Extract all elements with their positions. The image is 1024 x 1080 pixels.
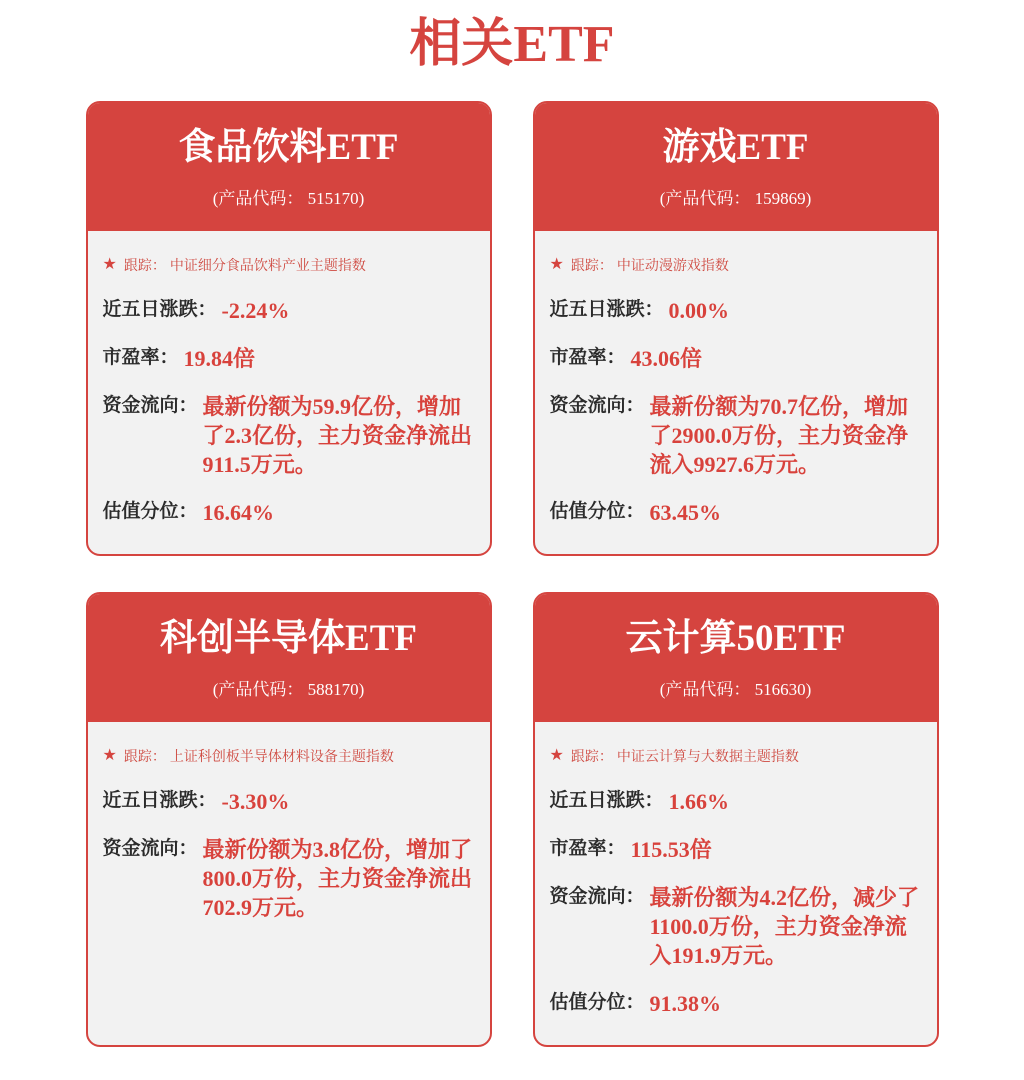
five-day-change-row: [550, 296, 922, 325]
tracking-label: 跟踪：: [123, 256, 166, 273]
fund-flow-value: 最新份额为59.9亿份，增加了2.3亿份，主力资金净流出911.5万元。: [202, 394, 473, 478]
pe-ratio-label: 市盈率：: [102, 346, 179, 368]
tracking-index: 上证科创板半导体材料设备主题指数: [169, 747, 394, 764]
valuation-percentile-value: 63.45%: [649, 500, 722, 526]
fund-flow-value: 最新份额为70.7亿份，增加了2900.0万份，主力资金净流入9927.6万元。: [649, 394, 909, 478]
five-day-change-value: 0.00%: [668, 297, 730, 323]
fund-flow-row: [103, 392, 475, 479]
card-header: [88, 103, 490, 231]
fund-flow-row: [550, 883, 922, 970]
valuation-percentile-value: 16.64%: [202, 500, 275, 526]
five-day-change-label: 近五日涨跌：: [549, 789, 664, 811]
valuation-percentile-row: [550, 989, 922, 1018]
tracking-index: 中证云计算与大数据主题指数: [616, 747, 799, 764]
five-day-change-value: 1.66%: [668, 788, 730, 814]
card-header: [535, 594, 937, 722]
etf-product-code: (产品代码： 516630): [659, 679, 812, 699]
valuation-percentile-row: [550, 498, 922, 527]
card-header: [535, 103, 937, 231]
valuation-percentile-label: 估值分位：: [549, 992, 645, 1014]
card-cloud-computing-50-etf: [533, 592, 939, 1047]
tracking-label: 跟踪：: [123, 747, 166, 764]
five-day-change-row: [550, 787, 922, 816]
tracking-row: [550, 746, 922, 766]
five-day-change-value: -3.30%: [221, 788, 290, 814]
card-body: [535, 722, 937, 1018]
fund-flow-row: [103, 835, 475, 922]
star-icon: ★: [549, 255, 564, 273]
pe-ratio-label: 市盈率：: [549, 346, 626, 368]
card-body: [535, 231, 937, 527]
etf-product-code: (产品代码： 588170): [212, 679, 365, 699]
fund-flow-label: 资金流向：: [102, 837, 198, 859]
etf-cards-grid: [0, 101, 1024, 1047]
card-star-semiconductor-etf: [86, 592, 492, 1047]
tracking-row: [550, 255, 922, 275]
tracking-index: 中证动漫游戏指数: [616, 256, 729, 273]
fund-flow-label: 资金流向：: [549, 395, 645, 416]
etf-product-code: (产品代码： 159869): [659, 188, 812, 208]
fund-flow-label: 资金流向：: [549, 886, 645, 907]
valuation-percentile-label: 估值分位：: [102, 501, 198, 523]
tracking-label: 跟踪：: [570, 256, 613, 273]
five-day-change-value: -2.24%: [221, 297, 290, 323]
five-day-change-label: 近五日涨跌：: [549, 298, 664, 320]
tracking-row: [103, 255, 475, 275]
etf-product-code: (产品代码： 515170): [212, 188, 365, 208]
etf-name: 游戏ETF: [662, 127, 809, 169]
fund-flow-value: 最新份额为4.2亿份，减少了1100.0万份，主力资金净流入191.9万元。: [649, 885, 920, 969]
five-day-change-row: [103, 787, 475, 816]
page-title: 相关ETF: [409, 16, 615, 73]
etf-name: 食品饮料ETF: [178, 127, 399, 169]
pe-ratio-label: 市盈率：: [549, 837, 626, 859]
fund-flow-label: 资金流向：: [102, 395, 198, 416]
star-icon: ★: [102, 255, 117, 273]
valuation-percentile-row: [103, 498, 475, 527]
tracking-index: 中证细分食品饮料产业主题指数: [169, 256, 366, 273]
valuation-percentile-label: 估值分位：: [549, 501, 645, 523]
five-day-change-label: 近五日涨跌：: [102, 789, 217, 811]
etf-name: 云计算50ETF: [625, 618, 846, 660]
pe-ratio-value: 115.53倍: [630, 836, 712, 862]
etf-name: 科创半导体ETF: [160, 618, 417, 660]
pe-ratio-row: [103, 344, 475, 373]
star-icon: ★: [549, 746, 564, 764]
card-body: [88, 231, 490, 527]
card-game-etf: [533, 101, 939, 556]
five-day-change-label: 近五日涨跌：: [102, 298, 217, 320]
pe-ratio-value: 43.06倍: [630, 345, 703, 371]
tracking-label: 跟踪：: [570, 747, 613, 764]
card-body: [88, 722, 490, 922]
fund-flow-row: [550, 392, 922, 479]
card-header: [88, 594, 490, 722]
five-day-change-row: [103, 296, 475, 325]
pe-ratio-row: [550, 344, 922, 373]
valuation-percentile-value: 91.38%: [649, 991, 722, 1017]
fund-flow-value: 最新份额为3.8亿份，增加了800.0万份，主力资金净流出702.9万元。: [202, 836, 473, 921]
tracking-row: [103, 746, 475, 766]
card-food-beverage-etf: [86, 101, 492, 556]
pe-ratio-value: 19.84倍: [183, 345, 256, 371]
star-icon: ★: [102, 746, 117, 764]
pe-ratio-row: [550, 835, 922, 864]
